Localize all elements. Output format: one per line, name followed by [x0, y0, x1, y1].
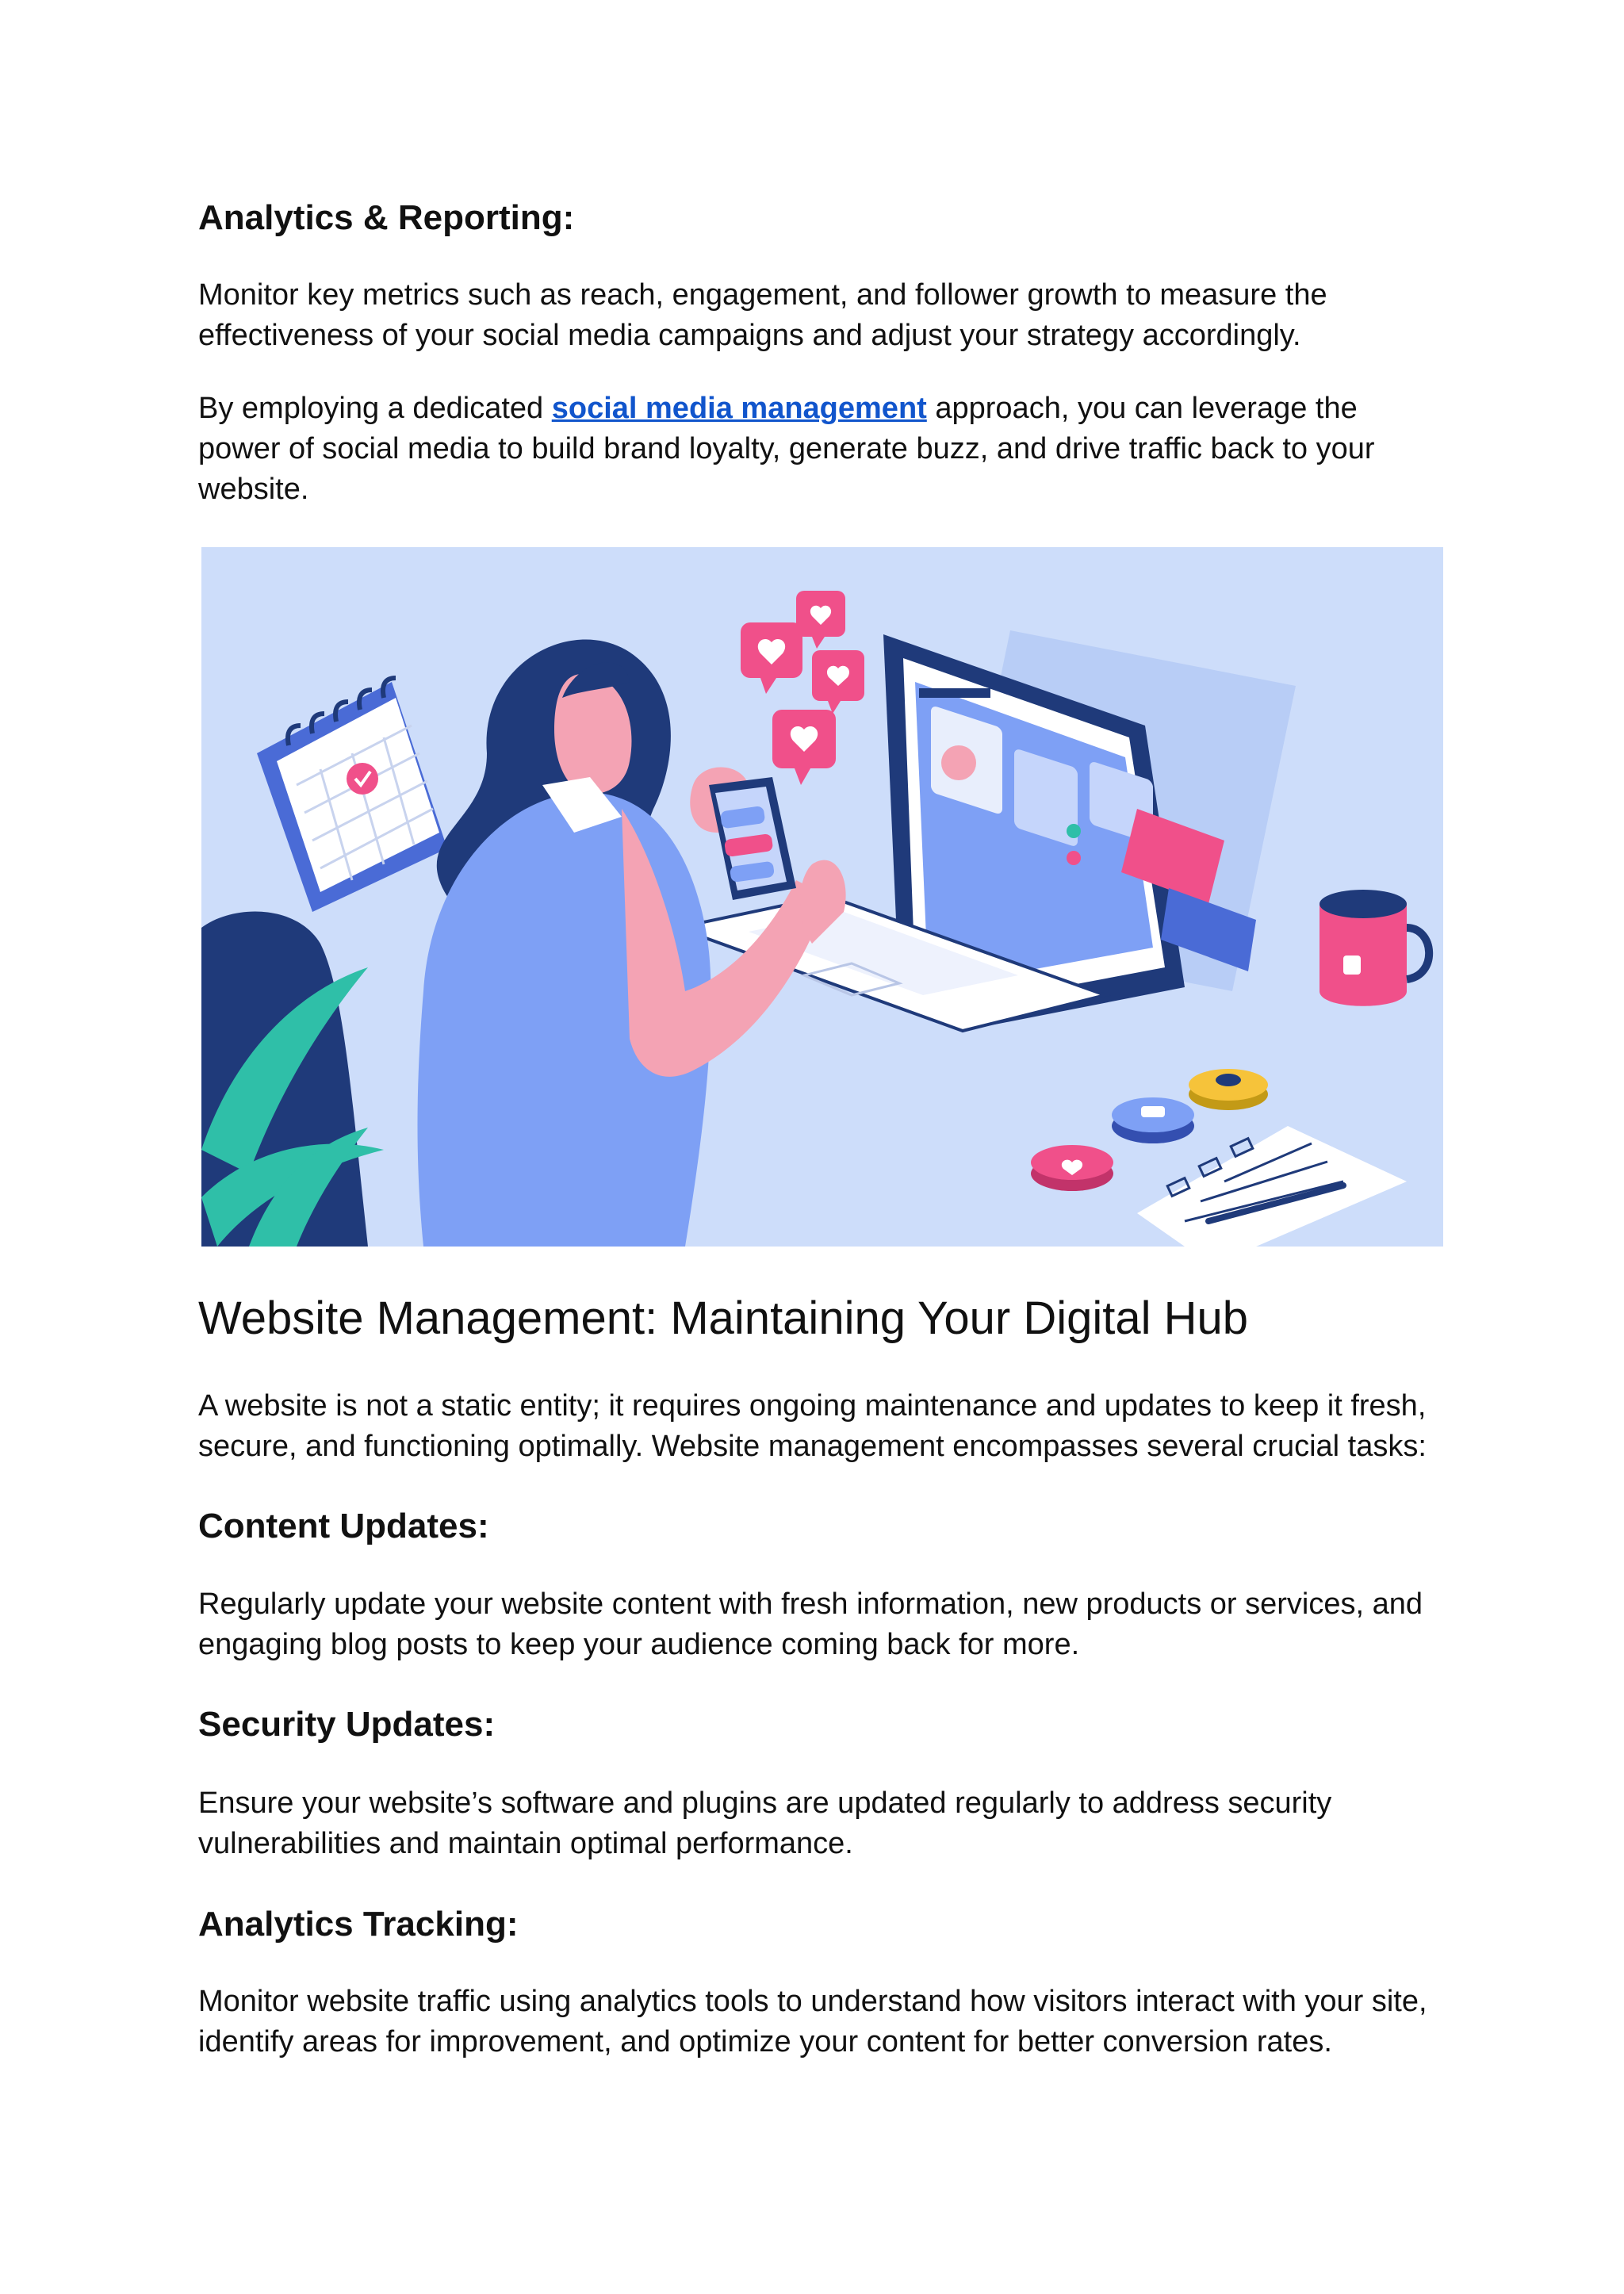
social-media-management-link[interactable]: social media management	[551, 392, 927, 425]
analytics-reporting-heading: Analytics & Reporting:	[198, 198, 575, 237]
paragraph-text-before: By employing a dedicated	[198, 392, 552, 425]
calendar-icon	[257, 678, 447, 912]
social-media-paragraph	[198, 389, 1435, 510]
security-updates-paragraph: Ensure your website’s software and plugins are updated regularly to address security vulnerabilities and maintain optimal performance.	[198, 1787, 1332, 1860]
social-media-illustration	[201, 547, 1443, 1247]
website-management-title: Website Management: Maintaining Your Digital Hub	[198, 1293, 1249, 1344]
analytics-tracking-paragraph: Monitor website traffic using analytics tools to understand how visitors interact with your site, identify areas for improvement, and optimize your content for better conversion rates.	[198, 1985, 1427, 2058]
checklist-paper-icon	[1137, 1126, 1407, 1247]
content-updates-paragraph: Regularly update your website content with fresh information, new products or services, and engaging blog posts to keep your audience coming back for more.	[198, 1587, 1423, 1661]
coffee-mug-icon	[1320, 890, 1429, 1006]
phone-icon	[709, 777, 796, 900]
analytics-reporting-paragraph: Monitor key metrics such as reach, engagement, and follower growth to measure the effectiveness of your social media campaigns and adjust your strategy accordingly.	[198, 278, 1327, 352]
content-updates-heading: Content Updates:	[198, 1507, 489, 1545]
paragraph-text-after: approach, you can leverage the power of social media to build brand loyalty, generate buzz, and drive traffic back to your website.	[198, 392, 1375, 506]
analytics-tracking-heading: Analytics Tracking:	[198, 1905, 519, 1944]
security-updates-heading: Security Updates:	[198, 1705, 496, 1744]
woman-at-laptop-illustration	[201, 547, 1443, 1247]
heart-bubble-icons	[741, 591, 864, 785]
website-management-intro: A website is not a static entity; it requires ongoing maintenance and updates to keep it fresh, secure, and functioning optimally. Website management encompasses several crucial tasks:	[198, 1389, 1427, 1463]
